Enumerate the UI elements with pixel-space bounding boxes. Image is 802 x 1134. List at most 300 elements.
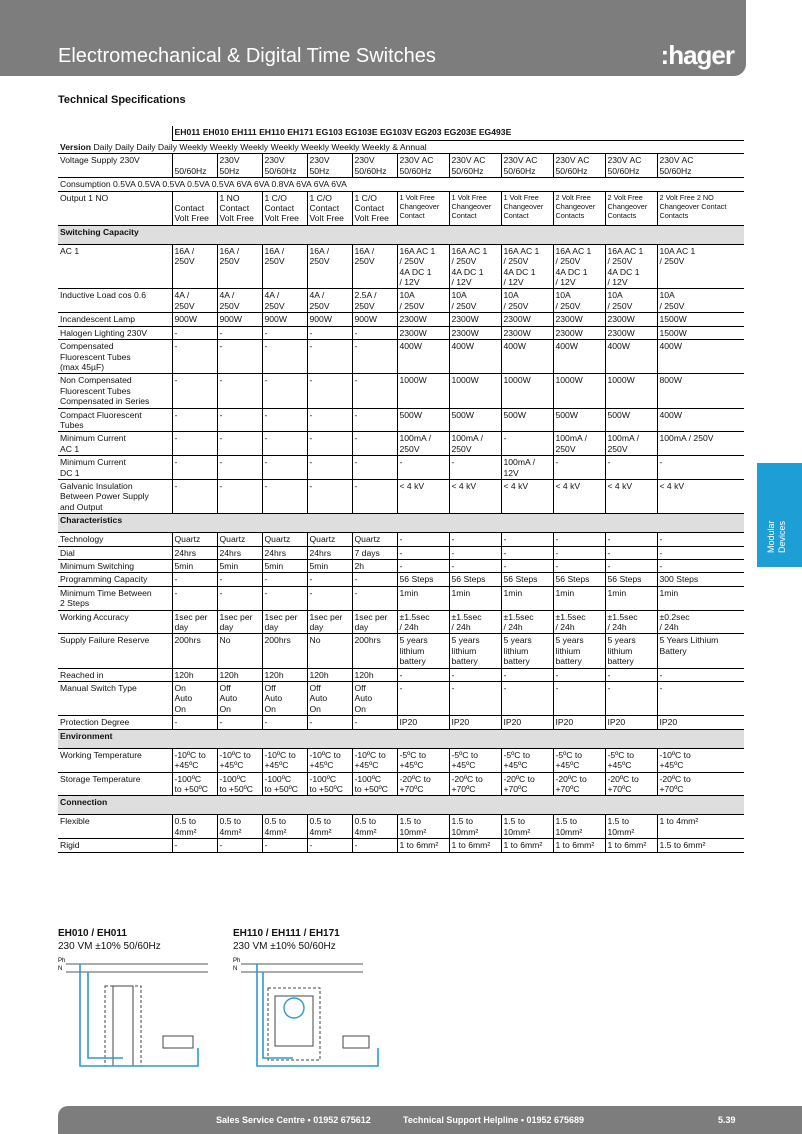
wiring-diagram: [233, 956, 383, 1076]
table-cell: 4A / 250V: [307, 289, 352, 313]
side-tab-modular-devices[interactable]: [757, 463, 802, 567]
table-cell: 16A AC 1 / 250V 4A DC 1 / 12V: [553, 244, 605, 289]
table-cell: -: [172, 374, 217, 408]
table-cell: 1 C/O Contact Volt Free: [262, 191, 307, 225]
table-cell: 100mA / 250V: [553, 432, 605, 456]
table-cell: 10A / 250V: [605, 289, 657, 313]
table-cell: 50/60Hz: [172, 154, 217, 178]
table-cell: -20ºC to +70ºC: [501, 772, 553, 796]
table-cell: 1000W: [553, 374, 605, 408]
section-heading: Connection: [58, 796, 744, 815]
row-label: Compact Fluorescent Tubes: [58, 408, 172, 432]
table-row: [58, 191, 744, 225]
table-cell: 100mA / 250V: [397, 432, 449, 456]
table-cell: IP20: [553, 716, 605, 729]
table-cell: -: [307, 340, 352, 374]
table-cell: -: [217, 586, 262, 610]
table-cell: -: [449, 682, 501, 716]
table-cell: -5ºC to +45ºC: [397, 748, 449, 772]
table-cell: -: [352, 374, 397, 408]
table-cell: -100ºC to +50ºC: [172, 772, 217, 796]
table-row: [58, 178, 744, 191]
section-row: [58, 225, 744, 244]
table-cell: 120h: [307, 668, 352, 681]
table-cell: -: [307, 374, 352, 408]
page-number: 5.39: [718, 1115, 736, 1125]
sales-contact: Sales Service Centre • 01952 675612: [216, 1115, 371, 1125]
table-cell: 0.5 to 4mm²: [217, 815, 262, 839]
table-cell: 230V 50/60Hz: [262, 154, 307, 178]
table-cell: 4A / 250V: [217, 289, 262, 313]
table-cell: -: [262, 432, 307, 456]
table-cell: -: [262, 716, 307, 729]
table-cell: -: [172, 456, 217, 480]
table-cell: -20ºC to +70ºC: [553, 772, 605, 796]
table-cell: 120h: [262, 668, 307, 681]
table-cell: 0.5 to 4mm²: [352, 815, 397, 839]
table-cell: -10ºC to +45ºC: [657, 748, 744, 772]
table-cell: 230V AC 50/60Hz: [553, 154, 605, 178]
table-cell: 200hrs: [352, 634, 397, 668]
section-heading: Switching Capacity: [58, 225, 744, 244]
table-row: [58, 456, 744, 480]
row-label: Working Temperature: [58, 748, 172, 772]
table-cell: -: [657, 560, 744, 573]
table-cell: 24hrs: [262, 546, 307, 559]
table-cell: -: [172, 716, 217, 729]
table-cell: -: [553, 456, 605, 480]
table-row: [58, 716, 744, 729]
table-cell: -10ºC to +45ºC: [172, 748, 217, 772]
row-label: Manual Switch Type: [58, 682, 172, 716]
table-cell: -5ºC to +45ºC: [501, 748, 553, 772]
table-cell: -20ºC to +70ºC: [657, 772, 744, 796]
table-cell: 2300W: [553, 326, 605, 339]
table-cell: 200hrs: [262, 634, 307, 668]
table-cell: Quartz: [172, 533, 217, 546]
table-row: [58, 479, 744, 513]
table-cell: -: [352, 586, 397, 610]
table-cell: IP20: [449, 716, 501, 729]
table-cell: < 4 kV: [501, 479, 553, 513]
table-row: [58, 374, 744, 408]
table-cell: -100ºC to +50ºC: [307, 772, 352, 796]
table-cell: -: [262, 340, 307, 374]
table-cell: 56 Steps: [397, 573, 449, 586]
page-title: Electromechanical & Digital Time Switches: [58, 45, 436, 67]
row-label: Minimum Switching: [58, 560, 172, 573]
table-cell: 5 years lithium battery: [501, 634, 553, 668]
row-label: Working Accuracy: [58, 610, 172, 634]
table-cell: 56 Steps: [553, 573, 605, 586]
table-cell: IP20: [501, 716, 553, 729]
table-cell: -100ºC to +50ºC: [262, 772, 307, 796]
table-cell: 1 to 4mm²: [657, 815, 744, 839]
table-cell: 0.5 to 4mm²: [307, 815, 352, 839]
table-row: [58, 533, 744, 546]
table-cell: < 4 kV: [449, 479, 501, 513]
table-row: [58, 586, 744, 610]
table-cell: 1 to 6mm²: [397, 839, 449, 852]
table-cell: -: [262, 326, 307, 339]
table-cell: 500W: [605, 408, 657, 432]
table-cell: 1000W: [605, 374, 657, 408]
table-cell: 1.5 to 10mm²: [553, 815, 605, 839]
diagram-eh110: [233, 928, 383, 1076]
table-cell: 230V 50Hz: [307, 154, 352, 178]
table-row: [58, 289, 744, 313]
table-cell: -: [217, 573, 262, 586]
page-footer: [58, 1106, 802, 1134]
row-label: Minimum Current AC 1: [58, 432, 172, 456]
section-row: [58, 796, 744, 815]
table-cell: 1min: [501, 586, 553, 610]
table-cell: 2 Volt Free 2 NO Changeover Contact Contacts: [657, 191, 744, 225]
table-cell: 5 Years Lithium Battery: [657, 634, 744, 668]
table-cell: 2300W: [605, 326, 657, 339]
table-cell: Quartz: [307, 533, 352, 546]
row-label: Reached in: [58, 668, 172, 681]
table-cell: -: [307, 408, 352, 432]
table-cell: -: [262, 573, 307, 586]
row-label: Galvanic Insulation Between Power Supply and Output: [58, 479, 172, 513]
table-cell: 120h: [172, 668, 217, 681]
side-tab-label: Modular Devices: [766, 520, 787, 553]
table-cell: 1sec per day: [262, 610, 307, 634]
table-cell: -: [307, 326, 352, 339]
hager-logo: :hager: [660, 40, 734, 70]
table-cell: 900W: [217, 313, 262, 326]
table-cell: IP20: [657, 716, 744, 729]
row-label: Storage Temperature: [58, 772, 172, 796]
table-cell: 2300W: [397, 313, 449, 326]
section-row: [58, 514, 744, 533]
table-cell: -: [262, 374, 307, 408]
table-cell: 5min: [307, 560, 352, 573]
table-cell: 1sec per day: [172, 610, 217, 634]
table-cell: 1000W: [501, 374, 553, 408]
table-cell: -: [172, 326, 217, 339]
table-cell: -: [307, 586, 352, 610]
table-cell: 300 Steps: [657, 573, 744, 586]
row-label: Minimum Current DC 1: [58, 456, 172, 480]
table-cell: 500W: [397, 408, 449, 432]
table-cell: -: [397, 533, 449, 546]
table-cell: -: [501, 533, 553, 546]
table-cell: 400W: [657, 340, 744, 374]
section-title: Technical Specifications: [58, 94, 186, 106]
table-cell: 230V AC 50/60Hz: [449, 154, 501, 178]
table-cell: -20ºC to +70ºC: [449, 772, 501, 796]
table-cell: 1min: [657, 586, 744, 610]
table-cell: -: [217, 432, 262, 456]
table-cell: 5min: [262, 560, 307, 573]
table-cell: 16A AC 1 / 250V 4A DC 1 / 12V: [449, 244, 501, 289]
table-cell: 5min: [172, 560, 217, 573]
table-cell: 1 to 6mm²: [605, 839, 657, 852]
table-cell: ±0.2sec / 24h: [657, 610, 744, 634]
table-cell: Off Auto On: [217, 682, 262, 716]
table-cell: 1 to 6mm²: [449, 839, 501, 852]
table-cell: -: [172, 340, 217, 374]
table-cell: < 4 kV: [553, 479, 605, 513]
table-cell: 2300W: [605, 313, 657, 326]
row-label: Technology: [58, 533, 172, 546]
table-cell: 900W: [172, 313, 217, 326]
table-cell: 56 Steps: [449, 573, 501, 586]
table-cell: -: [352, 456, 397, 480]
table-cell: Off Auto On: [352, 682, 397, 716]
table-cell: -: [501, 546, 553, 559]
table-row: [58, 668, 744, 681]
table-cell: 1500W: [657, 313, 744, 326]
table-cell: 230V 50Hz: [217, 154, 262, 178]
table-cell: 230V AC 50/60Hz: [397, 154, 449, 178]
table-cell: -: [605, 560, 657, 573]
table-cell: ±1.5sec / 24h: [605, 610, 657, 634]
table-cell: -: [352, 432, 397, 456]
row-label: Programming Capacity: [58, 573, 172, 586]
row-label: Output 1 NO: [58, 191, 172, 225]
table-cell: 120h: [352, 668, 397, 681]
table-cell: 4A / 250V: [172, 289, 217, 313]
spec-table: [58, 126, 744, 853]
table-cell: -100ºC to +50ºC: [217, 772, 262, 796]
section-heading: Environment: [58, 729, 744, 748]
table-cell: 500W: [449, 408, 501, 432]
table-cell: -: [172, 573, 217, 586]
table-cell: -: [352, 408, 397, 432]
table-cell: No: [217, 634, 262, 668]
table-cell: 2300W: [501, 326, 553, 339]
table-cell: 16A AC 1 / 250V 4A DC 1 / 12V: [501, 244, 553, 289]
table-row: [58, 313, 744, 326]
table-cell: [58, 126, 172, 141]
table-cell: ±1.5sec / 24h: [449, 610, 501, 634]
table-cell: 400W: [553, 340, 605, 374]
table-cell: 10A / 250V: [449, 289, 501, 313]
table-cell: -: [307, 839, 352, 852]
table-cell: < 4 kV: [605, 479, 657, 513]
row-label: Inductive Load cos 0.6: [58, 289, 172, 313]
table-cell: Version Daily Daily Daily Daily Weekly Weekly Weekly Weekly Weekly Weekly Weekly & Annual: [58, 141, 744, 154]
table-cell: 5 years lithium battery: [397, 634, 449, 668]
table-cell: -: [449, 533, 501, 546]
table-cell: 24hrs: [172, 546, 217, 559]
table-cell: -: [449, 668, 501, 681]
table-cell: -: [553, 560, 605, 573]
row-label: Voltage Supply 230V: [58, 154, 172, 178]
table-cell: 400W: [501, 340, 553, 374]
table-cell: -: [172, 839, 217, 852]
table-cell: Consumption 0.5VA 0.5VA 0.5VA 0.5VA 0.5VA 6VA 6VA 0.8VA 6VA 6VA 6VA: [58, 178, 744, 191]
table-cell: 2h: [352, 560, 397, 573]
table-cell: 1min: [605, 586, 657, 610]
table-row: [58, 326, 744, 339]
table-cell: 500W: [553, 408, 605, 432]
table-cell: 16A / 250V: [352, 244, 397, 289]
phase-label: Ph: [233, 958, 241, 964]
table-cell: -: [172, 479, 217, 513]
table-cell: -100ºC to +50ºC: [352, 772, 397, 796]
table-cell: 1sec per day: [352, 610, 397, 634]
table-cell: 1500W: [657, 326, 744, 339]
table-row: [58, 141, 744, 154]
table-cell: -: [449, 546, 501, 559]
table-cell: -5ºC to +45ºC: [605, 748, 657, 772]
table-cell: 16A AC 1 / 250V 4A DC 1 / 12V: [605, 244, 657, 289]
table-cell: -5ºC to +45ºC: [553, 748, 605, 772]
table-cell: 16A / 250V: [307, 244, 352, 289]
table-cell: 16A AC 1 / 250V 4A DC 1 / 12V: [397, 244, 449, 289]
table-row: [58, 126, 744, 141]
table-cell: 0.5 to 4mm²: [262, 815, 307, 839]
table-cell: 10A / 250V: [397, 289, 449, 313]
table-cell: 230V AC 50/60Hz: [501, 154, 553, 178]
table-cell: Quartz: [352, 533, 397, 546]
table-cell: -: [262, 456, 307, 480]
table-cell: 2300W: [397, 326, 449, 339]
table-cell: -: [657, 682, 744, 716]
table-cell: -: [172, 432, 217, 456]
table-cell: 2 Volt Free Changeover Contacts: [553, 191, 605, 225]
table-cell: -: [217, 479, 262, 513]
table-cell: 400W: [605, 340, 657, 374]
table-cell: 2 Volt Free Changeover Contacts: [605, 191, 657, 225]
table-cell: 1000W: [397, 374, 449, 408]
table-cell: 100mA / 12V: [501, 456, 553, 480]
table-row: [58, 573, 744, 586]
table-cell: -: [172, 408, 217, 432]
table-cell: -: [217, 326, 262, 339]
table-cell: 1 NO Contact Volt Free: [217, 191, 262, 225]
table-cell: 10A / 250V: [501, 289, 553, 313]
diagram-subtitle: 230 VM ±10% 50/60Hz: [58, 941, 161, 952]
table-cell: 5 years lithium battery: [605, 634, 657, 668]
table-cell: < 4 kV: [397, 479, 449, 513]
table-cell: -: [553, 533, 605, 546]
table-row: [58, 560, 744, 573]
table-cell: 16A / 250V: [217, 244, 262, 289]
table-cell: -: [553, 546, 605, 559]
table-cell: -: [449, 456, 501, 480]
table-cell: -: [657, 668, 744, 681]
row-label: AC 1: [58, 244, 172, 289]
table-row: [58, 634, 744, 668]
table-cell: -: [217, 839, 262, 852]
table-cell: -: [605, 682, 657, 716]
table-cell: -: [262, 839, 307, 852]
table-cell: 1.5 to 10mm²: [397, 815, 449, 839]
table-cell: 1 Volt Free Changeover Contact: [397, 191, 449, 225]
row-label: Compensated Fluorescent Tubes (max 45µF): [58, 340, 172, 374]
table-cell: -: [217, 408, 262, 432]
section-row: [58, 729, 744, 748]
table-cell: -: [307, 432, 352, 456]
table-cell: 1 C/O Contact Volt Free: [307, 191, 352, 225]
table-cell: -: [397, 682, 449, 716]
table-cell: 1.5 to 10mm²: [605, 815, 657, 839]
table-row: [58, 340, 744, 374]
table-cell: -: [352, 326, 397, 339]
table-cell: Quartz: [262, 533, 307, 546]
table-cell: Contact Volt Free: [172, 191, 217, 225]
table-cell: -: [262, 479, 307, 513]
table-cell: 4A / 250V: [262, 289, 307, 313]
row-label: Incandescent Lamp: [58, 313, 172, 326]
table-row: [58, 408, 744, 432]
table-cell: 1.5 to 10mm²: [501, 815, 553, 839]
table-cell: 1.5 to 10mm²: [449, 815, 501, 839]
table-cell: 100mA / 250V: [605, 432, 657, 456]
table-cell: -20ºC to +70ºC: [397, 772, 449, 796]
table-cell: -: [262, 408, 307, 432]
table-cell: -10ºC to +45ºC: [307, 748, 352, 772]
table-row: [58, 244, 744, 289]
table-cell: -: [352, 573, 397, 586]
table-cell: -: [217, 374, 262, 408]
table-row: [58, 748, 744, 772]
table-cell: On Auto On: [172, 682, 217, 716]
table-cell: -: [553, 668, 605, 681]
table-row: [58, 815, 744, 839]
table-cell: 10A AC 1 / 250V: [657, 244, 744, 289]
wiring-diagram: [58, 956, 208, 1076]
table-cell: -: [352, 716, 397, 729]
table-cell: ±1.5sec / 24h: [553, 610, 605, 634]
table-cell: No: [307, 634, 352, 668]
table-cell: -: [657, 546, 744, 559]
table-cell: 7 days: [352, 546, 397, 559]
table-cell: -: [217, 456, 262, 480]
row-label: Protection Degree: [58, 716, 172, 729]
diagram-title: EH110 / EH111 / EH171: [233, 928, 340, 939]
section-heading: Characteristics: [58, 514, 744, 533]
table-cell: 1sec per day: [217, 610, 262, 634]
table-cell: 10A / 250V: [657, 289, 744, 313]
table-cell: -: [397, 560, 449, 573]
row-label: Flexible: [58, 815, 172, 839]
table-cell: -: [307, 716, 352, 729]
table-cell: -: [501, 560, 553, 573]
table-cell: -: [501, 668, 553, 681]
table-cell: 24hrs: [307, 546, 352, 559]
table-cell: < 4 kV: [657, 479, 744, 513]
table-cell: 56 Steps: [501, 573, 553, 586]
table-row: [58, 839, 744, 852]
table-cell: 800W: [657, 374, 744, 408]
table-cell: -: [605, 533, 657, 546]
phase-label: Ph: [58, 958, 66, 964]
table-cell: 400W: [657, 408, 744, 432]
table-cell: -10ºC to +45ºC: [262, 748, 307, 772]
table-cell: -: [352, 340, 397, 374]
table-cell: -: [262, 586, 307, 610]
table-cell: 900W: [352, 313, 397, 326]
table-cell: -: [397, 668, 449, 681]
table-cell: -20ºC to +70ºC: [605, 772, 657, 796]
table-cell: -: [397, 546, 449, 559]
table-cell: -: [172, 586, 217, 610]
diagram-title: EH010 / EH011: [58, 928, 127, 939]
row-label: Rigid: [58, 839, 172, 852]
table-cell: -: [307, 479, 352, 513]
table-cell: Quartz: [217, 533, 262, 546]
table-cell: 200hrs: [172, 634, 217, 668]
table-cell: 2300W: [501, 313, 553, 326]
table-cell: 5min: [217, 560, 262, 573]
table-cell: 16A / 250V: [262, 244, 307, 289]
